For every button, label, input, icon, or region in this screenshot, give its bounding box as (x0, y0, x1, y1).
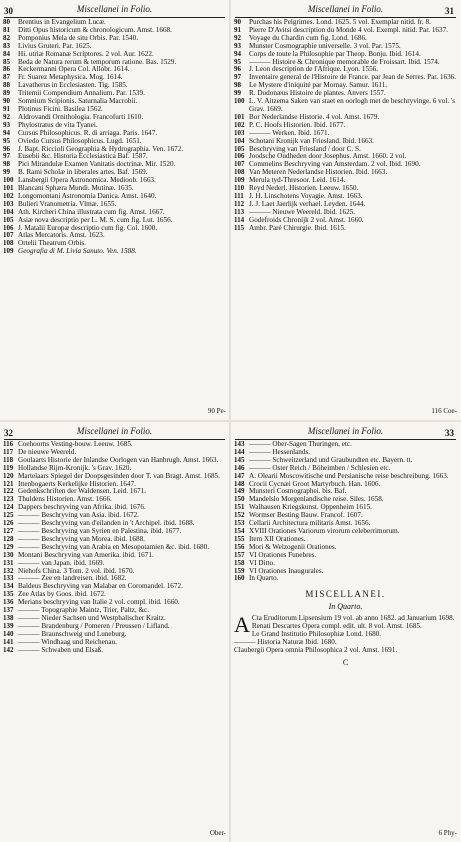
entry-text: VI Orationes Inaugurales. (249, 566, 324, 575)
entry-number: 84 (3, 49, 10, 58)
entry-number: 132 (3, 566, 14, 575)
entry-number: 154 (234, 526, 245, 535)
entry-number: 147 (234, 471, 245, 480)
entry-text: Lansbergii Opera Astronomica. Medioob. 1663. (18, 176, 156, 185)
entry-number: 102 (234, 120, 245, 129)
entry-list (3, 19, 226, 256)
entry-text: Plotinus Ficini. Basilea 1562. (18, 104, 103, 113)
entry-text: Zee Atlas by Goos. ibid. 1672. (18, 590, 106, 599)
entry-number: 138 (3, 613, 14, 622)
entry-number: 90 (234, 18, 241, 26)
entry-text: ——— Zee en landreisen. ibid. 1682. (18, 574, 127, 583)
entry-number: 81 (3, 25, 10, 34)
entry-number: 106 (234, 152, 245, 161)
quarto-entry: Renati Descartes Opera compl. edit. ult. 8 vol. Amst. 1685. (251, 622, 422, 631)
entry-text: ——— Hessenlands. (249, 447, 311, 456)
entry-text: R. Dodonæus Histoire de plantes. Anvers 1557. (249, 89, 386, 98)
entry-number: 96 (234, 65, 241, 74)
entry-number: 96 (3, 144, 10, 153)
entry-text: ——— Beschryving van Asia. ibid. 1672. (18, 511, 139, 520)
entry-number: 109 (3, 247, 14, 256)
entry-number: 157 (234, 550, 245, 559)
entry-text: Livius Gruteri. Par. 1625. (18, 41, 92, 50)
entry-text: Goulaarts Historie der Inlandse Oorlogen van Hanbrugh. Amst. 1663. (18, 455, 219, 464)
entry-text: Hi. utriæ Romanæ Scriptores. 2 vol. Aur. 1622. (18, 49, 154, 58)
entry-number: 114 (234, 215, 245, 224)
entry-text: Schotani Kronijk van Friesland. Ibid. 1663. (249, 136, 374, 145)
entry-number: 143 (234, 440, 245, 448)
entry-number: 80 (3, 18, 10, 26)
entry-number: 111 (234, 191, 244, 200)
entry-number: 97 (3, 152, 10, 161)
entry-text: Keckermanni Opera Col. Allobr. 1614. (18, 65, 130, 74)
entry-number: 115 (234, 223, 245, 232)
entry-text: ——— Beschryving van Syrien en Palestina. ibid. 1677. (18, 526, 182, 535)
entry-list (234, 19, 457, 232)
entry-text: ——— Ober-Sagen Thuringen, etc. (249, 440, 352, 448)
page-number: 31 (445, 6, 454, 16)
entry-text: Merians beschryving van Italie 2 vol. compl. ibid. 1660. (18, 598, 180, 607)
entry-number: 100 (234, 97, 245, 106)
entry-text: Item XII Orationes. (249, 534, 306, 543)
entry-text: Ittenbogaerts Kerkelijke Historien. 1647. (18, 479, 136, 488)
entry-text: Niehofs China. 3 Tom. 2 vol. ibid. 1670. (18, 566, 135, 575)
entry-number: 135 (3, 590, 14, 599)
entry-text: A. Olearii Moscowitische und Persianische reise beschreibung. 1663. (249, 471, 449, 480)
entry-number: 92 (234, 33, 241, 42)
entry-number: 110 (234, 184, 245, 193)
entry-text: ——— Nieuwe Weereld. Ibid. 1625. (249, 207, 356, 216)
entry-text: Crocii Cycnæi Groot Martyrbuch. Han. 1606. (249, 479, 381, 488)
entry-number: 128 (3, 534, 14, 543)
entry-text: ——— Histoire & Chronique memorable de Froissart. Ibid. 1574. (249, 57, 440, 66)
entry-text: ——— Braunschweig und Luneburg. (18, 629, 127, 638)
entry-text: Geografia di M. Livia Sanuto. Ven. 1588. (18, 247, 137, 256)
running-head: Miscellanei in Folio. (307, 4, 384, 14)
entry-number: 151 (234, 503, 245, 512)
entry-number: 133 (3, 574, 14, 583)
entry-text: Ath. Kircheri China illustrata cum fig. Amst. 1667. (18, 207, 165, 216)
entry-text: Dappers beschryving van Afrika. ibid. 1676. (18, 503, 146, 512)
section-subtitle: In Quarto. (328, 602, 363, 612)
entry-number: 121 (3, 479, 14, 488)
entry-number: 99 (234, 89, 241, 98)
entry-text: Aldrovandi Ornithologia. Francofurti 1610. (18, 112, 144, 121)
signature-mark: C (342, 657, 349, 667)
entry-text: Montani Beschryving van Amerika. ibid. 1671. (18, 550, 154, 559)
entry-number: 130 (3, 550, 14, 559)
entry-text: Commelins Beschryving van Amsterdam. 2 vol. Ibid. 1690. (249, 160, 421, 169)
entry-text: XVIII Orationes Variorum virorum celeberrimorum. (249, 526, 400, 535)
entry-number: 83 (3, 41, 10, 50)
entry-text: Gedenkschriften der Waldensen. Leid. 1671. (18, 487, 147, 496)
entry-text: Inventaire general de l'Histoire de France. par Jean de Serres. Par. 1636. (249, 73, 457, 82)
running-head: Miscellanei in Folio. (307, 426, 384, 436)
entry-number: 105 (3, 215, 14, 224)
entry-text: ——— Topographie Maintz, Trier, Paltz, &c. (18, 606, 150, 615)
entry-number: 139 (3, 621, 14, 630)
entry-number: 152 (234, 511, 245, 520)
running-head: Miscellanei in Folio. (76, 426, 153, 436)
entry-text: Ambr. Paré Chirurgie. Ibid. 1615. (249, 223, 346, 232)
entry-number: 89 (3, 89, 10, 98)
entry-text: Tritemii Compendium Annalium. Par. 1539. (18, 89, 145, 98)
entry-text: Ortelii Theatrum Orbis. (18, 239, 86, 248)
entry-number: 100 (3, 176, 14, 185)
quarto-entry: Claubergii Opera omnia Philosophica 2 vol. Amst. 1691. (234, 645, 398, 654)
entry-text: L. V. Aitzema Saken van staet en oorlogh met de beschryvinge. 6 vol. 's Grav. 1669. (249, 97, 457, 113)
entry-list (234, 441, 457, 583)
entry-number: 93 (234, 41, 241, 50)
entry-number: 103 (234, 128, 245, 137)
entry-number: 107 (3, 231, 14, 240)
entry-text: ——— Beschryving van Arabia en Mesopotamien &c. ibid. 1680. (18, 542, 210, 551)
entry-list (3, 441, 226, 654)
entry-text: Lavatherus in Ecclesiasten. Tig. 1585. (18, 81, 128, 90)
entry-number: 91 (234, 25, 241, 34)
entry-text: ——— van Japan. ibid. 1669. (18, 558, 105, 567)
entry-text: Martelaars Spiegel der Doopsgesinden door T. van Bragt. Amst. 1685. (18, 471, 220, 480)
entry-text: Munsteri Cosmographei. bis. Baf. (249, 487, 347, 496)
entry-number: 108 (3, 239, 14, 248)
entry-number: 126 (3, 519, 14, 528)
entry-number: 134 (3, 582, 14, 591)
entry-number: 141 (3, 637, 14, 646)
entry-text: Mori & Welzogenii Orationes. (249, 542, 337, 551)
entry-text: J. Leon description de l'Afrique. Lyon. 1556. (249, 65, 379, 74)
entry-text: ——— Brandenburg / Pomeren / Preussen / Lifland. (18, 621, 170, 630)
entry-number: 116 (3, 440, 14, 448)
quarto-entry: ——— Historia Naturæ Ibid. 1680. (234, 638, 337, 647)
entry-text: Voyage du Chardin cum fig. Lond. 1686. (249, 33, 367, 42)
entry-text: Somnium Scipionis. Saturnalia Macrobii. (18, 97, 138, 106)
entry-text: Wormser Besting Bauw. Francof. 1607. (249, 511, 363, 520)
entry-text: Corps de toute la Philosophie par Theop. Bonju. Ibid. 1614. (249, 49, 421, 58)
entry-text: Beschryving van Friesland / door C. S. (249, 144, 361, 153)
quarto-entry: Cta Eruditorum Lipsensium 19 vol. ab anno 1682. ad Januarium 1698. (251, 614, 455, 623)
entry-text: ——— Werken. Ibid. 1671. (249, 128, 330, 137)
entry-number: 109 (234, 176, 245, 185)
entry-text: ——— Oster Reich / Böheimben / Schlesien etc. (249, 463, 391, 472)
entry-text: VI Orationes Funebres. (249, 550, 317, 559)
page-number: 33 (445, 428, 454, 438)
page-number: 30 (4, 6, 13, 16)
entry-text: Atlas Mercatoris. Amst. 1623. (18, 231, 105, 240)
entry-number: 95 (3, 136, 10, 145)
entry-number: 117 (3, 447, 14, 456)
entry-number: 94 (3, 128, 10, 137)
entry-text: Oviedo Cursus Philosophicus. Lugd. 1651. (18, 136, 142, 145)
entry-text: Bor Nederlandse Historie. 4 vol. Amst. 1679. (249, 112, 380, 121)
quarto-block (234, 612, 457, 655)
entry-text: ——— Beschryving van d'eilanden in 't Archipel. ibid. 1688. (18, 519, 195, 528)
entry-number: 103 (3, 199, 14, 208)
entry-text: Baldeus Beschryving van Malabar en Coromandel. 1672. (18, 582, 183, 591)
entry-text: Pici Mirandulæ Examen Vanitatis doctrinæ. Mir. 1520. (18, 160, 176, 169)
entry-number: 155 (234, 534, 245, 543)
page-number: 32 (4, 428, 13, 438)
entry-text: ——— Windhaag und Reichenau. (18, 637, 117, 646)
entry-number: 123 (3, 495, 14, 504)
entry-number: 125 (3, 511, 14, 520)
entry-number: 113 (234, 207, 245, 216)
entry-text: Coehoorns Vesting-bouw. Leeuw. 1685. (18, 440, 133, 448)
entry-number: 86 (3, 65, 10, 74)
entry-text: Van Meteren Nederlandse Historien. Ibid. 1663. (249, 168, 388, 177)
entry-text: Longomontani Astronomia Danica. Amst. 1640. (18, 191, 157, 200)
entry-text: J. Bapt. Riccioli Geographia & Hydrographia. Ven. 1672. (18, 144, 184, 153)
catalogue-entry (234, 225, 457, 233)
quarto-entry: Le Grand Institutio Philosophiæ Lond. 1680. (251, 630, 382, 639)
entry-number: 99 (3, 168, 10, 177)
entry-number: 102 (3, 191, 14, 200)
entry-number: 82 (3, 33, 10, 42)
entry-number: 150 (234, 495, 245, 504)
entry-text: Merula tyd-Thresoor. Leid. 1614. (249, 176, 346, 185)
catalogue-entry (3, 248, 226, 256)
entry-number: 124 (3, 503, 14, 512)
entry-text: ——— Schwaben und Elsaß. (18, 645, 104, 654)
entry-text: Munster Cosmographie universelle. 3 vol. Par. 1575. (249, 41, 401, 50)
entry-number: 101 (3, 184, 14, 193)
entry-text: Bulieri Vranometria. Vlmæ. 1655. (18, 199, 117, 208)
catalogue-page-30 (0, 0, 230, 420)
catchword: 90 Pe- (207, 407, 226, 415)
entry-text: J. H. Linschotens Voyagie. Amst. 1663. (249, 191, 363, 200)
entry-number: 156 (234, 542, 245, 551)
entry-text: P. C. Hoofs Historien. Ibid. 1677. (249, 120, 346, 129)
entry-text: Thuldens Historien. Amst. 1666. (18, 495, 112, 504)
catchword: 116 Coe- (431, 407, 457, 415)
drop-cap: A (234, 612, 250, 638)
entry-text: ——— Schweitzerland und Graubundten etc. Bayern. tt. (249, 455, 413, 464)
entry-number: 137 (3, 606, 14, 615)
entry-number: 129 (3, 542, 14, 551)
page-body (234, 441, 457, 667)
entry-text: Fr. Suarez Metaphysica. Mog. 1614. (18, 73, 123, 82)
entry-text: Beda de Natura rerum & temporum ratione. Bas. 1529. (18, 57, 177, 66)
entry-number: 144 (234, 447, 245, 456)
entry-number: 112 (234, 199, 245, 208)
entry-number: 107 (234, 160, 245, 169)
entry-text: Eusebii &c. Historia Ecclesiastica Baf. 1587. (18, 152, 148, 161)
catalogue-entry (3, 647, 226, 655)
entry-number: 140 (3, 629, 14, 638)
entry-number: 119 (3, 463, 14, 472)
quarto-entries (234, 612, 457, 655)
entry-text: Godefroids Chronijk 2 vol. Amst. 1660. (249, 215, 364, 224)
entry-number: 120 (3, 471, 14, 480)
entry-number: 88 (3, 81, 10, 90)
entry-number: 94 (234, 49, 241, 58)
entry-number: 142 (3, 645, 14, 654)
entry-text: Ditti Opus historicum & chronologicum. Amst. 1668. (18, 25, 172, 34)
entry-text: De nieuwe Weereld. (18, 447, 77, 456)
entry-number: 153 (234, 519, 245, 528)
entry-number: 87 (3, 73, 10, 82)
entry-text: In Quarto. (249, 574, 279, 583)
entry-text: Le Mystere d'iniquité par Mornay. Samur. 1611. (249, 81, 388, 90)
entry-text: Pomponius Mela de situ Orbis. Par. 1540. (18, 33, 138, 42)
entry-text: Joodsche Oudheden door Josephus. Amst. 1660. 2 vol. (249, 152, 407, 161)
entry-number: 92 (3, 112, 10, 121)
entry-number: 104 (3, 207, 14, 216)
catalogue-entry (234, 575, 457, 583)
entry-text: Reyd Nederl. Historien. Leeuw. 1650. (249, 184, 359, 193)
entry-text: Blancani Sphæra Mundi. Mutinæ. 1635. (18, 184, 134, 193)
entry-number: 158 (234, 558, 245, 567)
entry-number: 90 (3, 97, 10, 106)
entry-number: 160 (234, 574, 245, 583)
catalogue-page-32 (0, 422, 230, 842)
entry-text: Pierre D'Avitsi description du Monde 4 vol. Exempl. nitid. Par. 1637. (249, 25, 448, 34)
catchword: 6 Phy- (438, 829, 457, 837)
entry-text: Walhausen Kriegskunst. Oppenheim 1615. (249, 503, 372, 512)
entry-number: 159 (234, 566, 245, 575)
entry-number: 118 (3, 455, 14, 464)
catchword: Ober- (209, 829, 226, 837)
running-head: Miscellanei in Folio. (76, 4, 153, 14)
entry-text: Cursus Philosophicus. R. di arriaga. Paris. 1647. (18, 128, 158, 137)
entry-number: 136 (3, 598, 14, 607)
entry-text: Mandelslo Morgenlandische reise. Siles. 1658. (249, 495, 384, 504)
entry-number: 108 (234, 168, 245, 177)
entry-text: Asiæ nova descriptio per L. M. S. cum fig. Lut. 1656. (18, 215, 173, 224)
entry-number: 104 (234, 136, 245, 145)
entry-text: Cellarii Architectura militaris Amst. 1656. (249, 519, 371, 528)
entry-number: 98 (3, 160, 10, 169)
entry-text: VI Ditto. (249, 558, 275, 567)
entry-number: 95 (234, 57, 241, 66)
entry-text: Purchas his Pelgrimes. Lond. 1625. 5 vol. Exemplar nitid. fr. 8. (249, 18, 431, 26)
entry-number: 148 (234, 479, 245, 488)
entry-number: 93 (3, 120, 10, 129)
entry-text: B. Rami Scholæ in liberales artes. Baf. 1569. (18, 168, 148, 177)
section-title: MISCELLANEI. (305, 589, 386, 600)
entry-number: 131 (3, 558, 14, 567)
entry-number: 97 (234, 73, 241, 82)
entry-text: Hollandse Rijm-Kronijk. 's Grav. 1620. (18, 463, 132, 472)
entry-number: 122 (3, 487, 14, 496)
entry-text: Phylostratus de vita Tyanei. (18, 120, 98, 129)
entry-number: 149 (234, 487, 245, 496)
entry-number: 98 (234, 81, 241, 90)
entry-text: ——— Beschryving van Morea. ibid. 1688. (18, 534, 145, 543)
entry-number: 91 (3, 104, 10, 113)
entry-number: 105 (234, 144, 245, 153)
catalogue-page-31 (231, 0, 460, 420)
entry-text: J. Matalii Europæ descriptio cum fig. Col. 1600. (18, 223, 158, 232)
entry-text: ——— Nieder Sachsen und Westphalischer Kraitz. (18, 613, 166, 622)
catalogue-entry (234, 98, 457, 114)
entry-number: 127 (3, 526, 14, 535)
catalogue-page-33 (231, 422, 460, 842)
entry-text: Brentius in Evangelium Lucæ. (18, 18, 106, 26)
entry-number: 101 (234, 112, 245, 121)
entry-number: 85 (3, 57, 10, 66)
entry-number: 106 (3, 223, 14, 232)
entry-number: 145 (234, 455, 245, 464)
entry-number: 146 (234, 463, 245, 472)
entry-text: J. J. Laet Jaerlijk verhael. Leyden. 1644. (249, 199, 366, 208)
